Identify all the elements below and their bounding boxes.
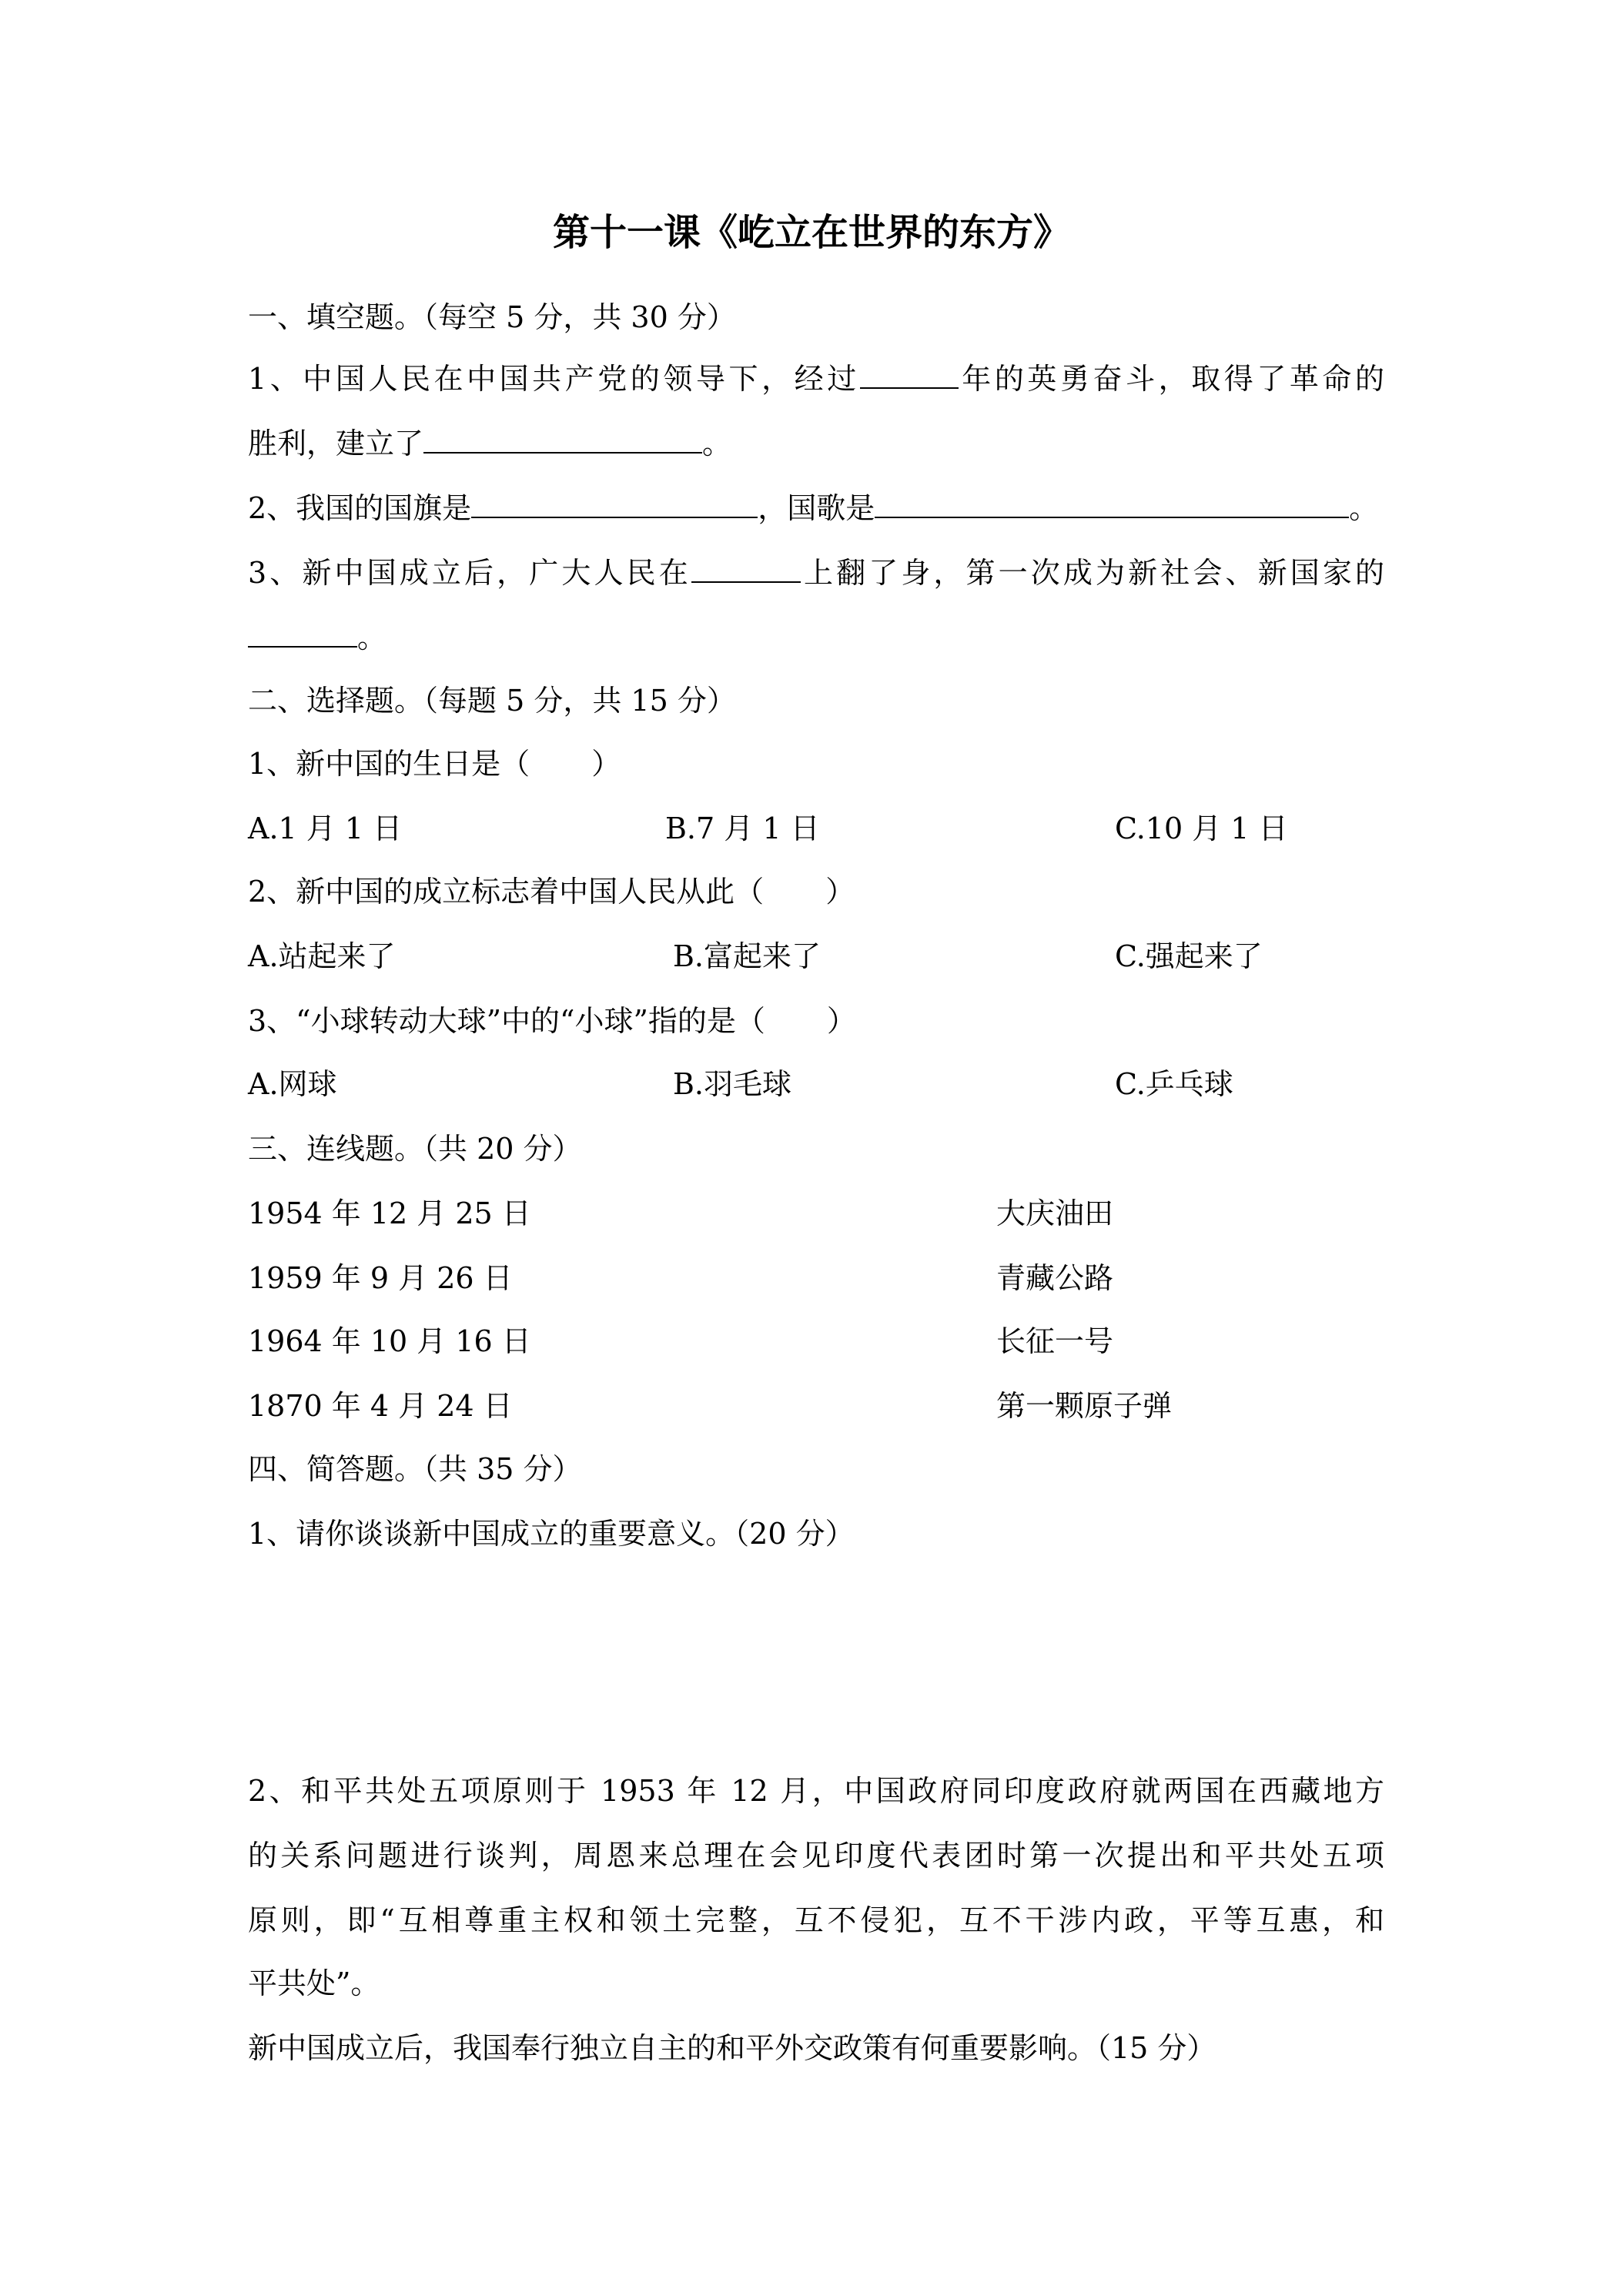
choice-q2-option-c[interactable]: C.强起来了 (1115, 939, 1263, 973)
fill-blank-5[interactable] (691, 554, 801, 583)
fill-q3-line2: 。 (248, 618, 387, 658)
short-answer-q2-line3: 原则，即“互相尊重主权和领土完整，互不侵犯，互不干涉内政，平等互惠，和 (248, 1903, 1384, 1937)
short-answer-q2-question: 新中国成立后，我国奉行独立自主的和平外交政策有何重要影响。（15 分） (248, 2031, 1216, 2065)
choice-q2-option-a[interactable]: A.站起来了 (248, 939, 396, 973)
choice-q2-stem: 2、新中国的成立标志着中国人民从此（ ） (248, 875, 855, 909)
match-right-1[interactable]: 大庆油田 (996, 1197, 1114, 1230)
choice-q3-option-b[interactable]: B.羽毛球 (673, 1067, 792, 1101)
short-answer-q2-line4: 平共处”。 (248, 1966, 380, 2000)
choice-q1-option-b[interactable]: B.7 月 1 日 (665, 812, 820, 845)
short-answer-q2-line1: 2、和平共处五项原则于 1953 年 12 月，中国政府同印度政府就两国在西藏地方 (248, 1774, 1384, 1808)
match-right-3[interactable]: 长征一号 (996, 1324, 1114, 1358)
fill-blank-6[interactable] (248, 618, 357, 648)
fill-blank-2[interactable] (423, 424, 702, 454)
choice-q3-option-a[interactable]: A.网球 (248, 1067, 337, 1101)
match-left-4[interactable]: 1870 年 4 月 24 日 (248, 1389, 513, 1423)
fill-q1-line1: 1、中国人民在中国共产党的领导下，经过 年的英勇奋斗，取得了革命的 (248, 359, 1384, 399)
fill-blank-4[interactable] (875, 489, 1349, 518)
choice-q1-option-c[interactable]: C.10 月 1 日 (1115, 812, 1288, 845)
choice-q1-stem: 1、新中国的生日是（ ） (248, 747, 621, 781)
choice-q3-option-c[interactable]: C.乒乓球 (1115, 1067, 1233, 1101)
short-answer-q2-line2: 的关系问题进行谈判，周恩来总理在会见印度代表团时第一次提出和平共处五项 (248, 1839, 1384, 1873)
short-answer-q1: 1、请你谈谈新中国成立的重要意义。（20 分） (248, 1517, 855, 1551)
fill-q2: 2、我国的国旗是 ，国歌是 。 (248, 488, 1378, 528)
match-right-4[interactable]: 第一颗原子弹 (996, 1389, 1173, 1423)
match-left-1[interactable]: 1954 年 12 月 25 日 (248, 1197, 531, 1230)
page-title: 第十一课《屹立在世界的东方》 (552, 211, 1070, 254)
section-3-heading: 三、连线题。（共 20 分） (248, 1132, 582, 1166)
section-4-heading: 四、简答题。（共 35 分） (248, 1452, 582, 1486)
answer-area-q1[interactable] (248, 1563, 1384, 1763)
choice-q2-option-b[interactable]: B.富起来了 (673, 939, 822, 973)
fill-q3-line1: 3、新中国成立后，广大人民在 上翻了身，第一次成为新社会、新国家的 (248, 553, 1384, 593)
match-right-2[interactable]: 青藏公路 (996, 1261, 1114, 1295)
section-2-heading: 二、选择题。（每题 5 分，共 15 分） (248, 684, 736, 718)
fill-blank-1[interactable] (860, 360, 959, 389)
fill-blank-3[interactable] (471, 489, 758, 518)
fill-q1-line2: 胜利，建立了 。 (248, 423, 731, 464)
choice-q3-stem: 3、“小球转动大球”中的“小球”指的是（ ） (248, 1004, 856, 1038)
match-left-3[interactable]: 1964 年 10 月 16 日 (248, 1324, 531, 1358)
section-1-heading: 一、填空题。（每空 5 分，共 30 分） (248, 300, 736, 334)
choice-q1-option-a[interactable]: A.1 月 1 日 (248, 812, 403, 845)
match-left-2[interactable]: 1959 年 9 月 26 日 (248, 1261, 513, 1295)
answer-area-q2[interactable] (248, 2079, 1384, 2264)
